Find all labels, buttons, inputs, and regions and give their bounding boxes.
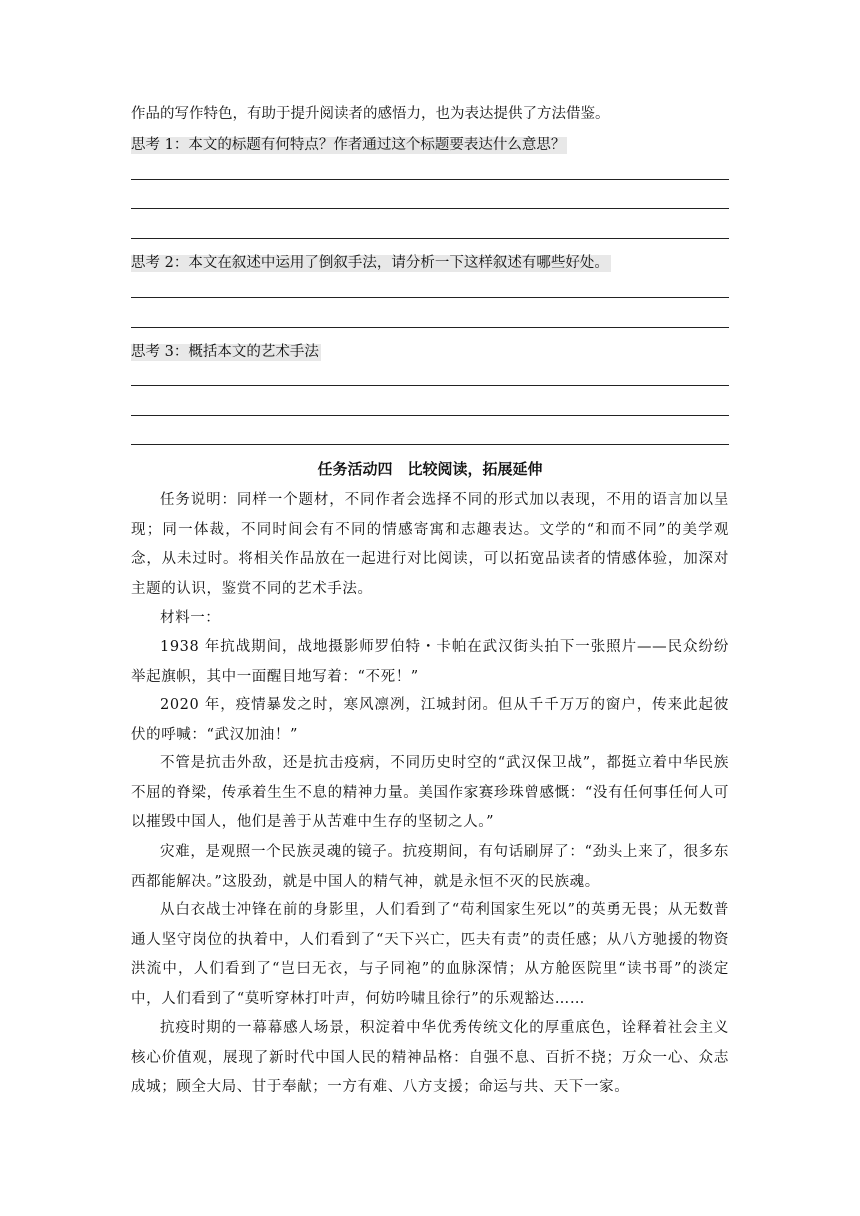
paragraph-spirit: 抗疫时期的一幕幕感人场景，积淀着中华优秀传统文化的厚重底色，诠释着社会主义核心价值观，展现了新时代中国人民的精神品格：自强不息、百折不挠；万众一心、众志成城；顾全大局、甘于奉献；一方有难、八方支援；命运与共、天下一家。: [131, 1020, 729, 1095]
paragraph-1938: 1938 年抗战期间，战地摄影师罗伯特・卡帕在武汉街头拍下一张照片——民众纷纷举起旗帜，其中一面醒目地写着：“不死！”: [131, 639, 729, 685]
question-3-text: 思考 3：概括本文的艺术手法: [131, 344, 319, 360]
paragraph-national-soul: 灾难，是观照一个民族灵魂的镜子。抗疫期间，有句话刷屏了：“劲头上来了，很多东西都能解决。”这股劲，就是中国人的精气神，就是永恒不灭的民族魂。: [131, 844, 729, 890]
paragraph-wuhan-defense: 不管是抗击外敌，还是抗击疫病，不同历史时空的“武汉保卫战”，都挺立着中华民族不屈的脊梁，传承着生生不息的精神力量。美国作家赛珍珠曾感慨：“没有任何事任何人可以摧毁中国人，他们是善于从苦难中生存的坚韧之人。”: [131, 755, 729, 830]
answer-line: [131, 415, 729, 416]
question-3: [131, 341, 731, 363]
answer-line: [131, 238, 729, 239]
answer-line: [131, 444, 729, 445]
answer-line: [131, 385, 729, 386]
material-label: 材料一：: [160, 610, 221, 626]
answer-line: [131, 327, 729, 328]
paragraph-2020: 2020 年，疫情暴发之时，寒风凛冽，江城封闭。但从千千万万的窗户，传来此起彼伏的呼喊：“武汉加油！”: [131, 697, 729, 743]
answer-line: [131, 297, 729, 298]
question-2-text: 思考 2：本文在叙述中运用了倒叙手法，请分析一下这样叙述有哪些好处。: [131, 255, 609, 271]
answer-line: [131, 208, 729, 209]
intro-text-line: 作品的写作特色，有助于提升阅读者的感悟力，也为表达提供了方法借鉴。: [131, 106, 610, 122]
answer-line: [131, 179, 729, 180]
section-heading: 任务活动四 比较阅读，拓展延伸: [317, 460, 543, 478]
question-1-text: 思考 1：本文的标题有何特点？作者通过这个标题要表达什么意思？: [131, 137, 566, 153]
task-description: 任务说明：同样一个题材，不同作者会选择不同的形式加以表现，不用的语言加以呈现；同一体裁，不同时间会有不同的情感寄寓和志趣表达。文学的“和而不同”的美学观念，从未过时。将相关作品放在一起进行对比阅读，可以拓宽品读者的情感体验，加深对主题的认识，鉴赏不同的艺术手法。: [131, 492, 729, 597]
question-1: [131, 134, 731, 156]
question-2: [131, 252, 731, 274]
paragraph-people-seen: 从白衣战士冲锋在前的身影里，人们看到了“苟利国家生死以”的英勇无畏；从无数普通人坚守岗位的执着中，人们看到了“天下兴亡，匹夫有责”的责任感；从八方驰援的物资洪流中，人们看到了“岂曰无衣，与子同袍”的血脉深情；从方舱医院里“读书哥”的淡定中，人们看到了“莫听穿林打叶声，何妨吟啸且徐行”的乐观豁达……: [131, 902, 729, 1007]
